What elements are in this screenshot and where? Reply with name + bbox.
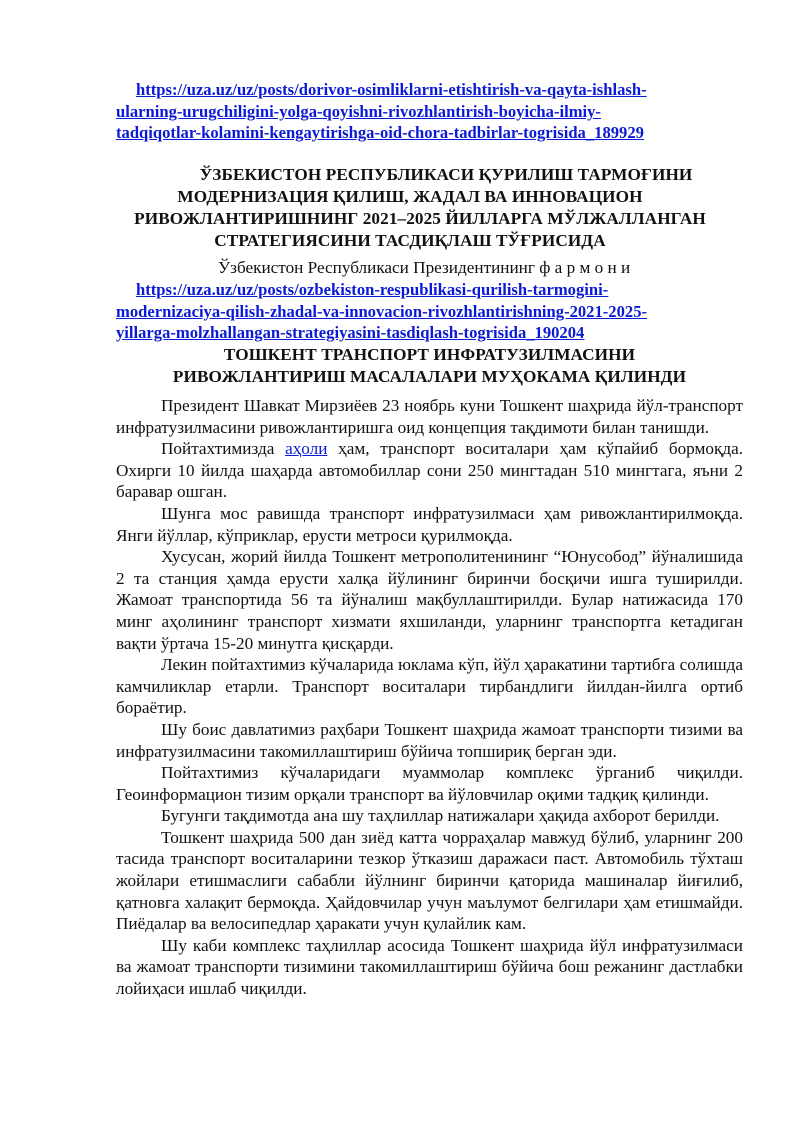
population-link[interactable]: аҳоли	[285, 439, 328, 459]
decree-title-line-4: СТРАТЕГИЯСИНИ ТАСДИҚЛАШ ТЎҒРИСИДА	[214, 231, 606, 250]
paragraph-4: Хусусан, жорий йилда Тошкент метрополитенининг “Юнусобод” йўналишида 2 та станция ҳамда ерусти халқа йўлининг биринчи босқичи ишга туширилди. Жамоат транспортида 56 та йўналиш мақбуллаштирилди. Булар натижасида 170 минг аҳолининг транспорт хизмати яхшиланди, уларнинг транспортга кетадиган вақти ўртача 15-20 минутга қисқарди.	[116, 547, 743, 653]
source-link-1-line-3[interactable]	[116, 122, 644, 144]
source-link-1-anchor-3[interactable]: tadqiqotlar-kolamini-kengaytirishga-oid-chora-tadbirlar-togrisida_189929	[116, 123, 644, 142]
paragraph-9: Тошкент шаҳрида 500 дан зиёд катта чорраҳалар мавжуд бўлиб, уларнинг 200 тасида транспорт воситаларини тезкор ўтказиш даражаси паст. Автомобиль тўхташ жойлари етишмаслиги сабабли йўлнинг биринчи қаторида машиналар йиғилиб, қатновга халақит бермоқда. Ҳайдовчилар учун маълумот белгилари ҳам етишмайди. Пиёдалар ва велосипедлар ҳаракати учун қулайлик кам.	[116, 827, 743, 934]
paragraph-8: Бугунги тақдимотда ана шу таҳлиллар натижалари ҳақида ахборот берилди.	[161, 806, 720, 826]
decree-title-line-3: РИВОЖЛАНТИРИШНИНГ 2021–2025 ЙИЛЛАРГА МЎЛЖАЛЛАНГАН	[134, 209, 706, 228]
paragraph-6: Шу боис давлатимиз раҳбари Тошкент шаҳрида жамоат транспорти тизими ва инфратузилмасини такомиллаштириш бўйича топшириқ берган эди.	[116, 719, 743, 761]
article-title-line-2: РИВОЖЛАНТИРИШ МАСАЛАЛАРИ МУҲОКАМА ҚИЛИНДИ	[172, 367, 687, 386]
source-link-1-anchor-1[interactable]: https://uza.uz/uz/posts/dorivor-osimliklarni-etishtirish-va-qayta-ishlash-	[136, 80, 647, 99]
source-link-2-anchor-3[interactable]: yillarga-molzhallangan-strategiyasini-tasdiqlash-togrisida_190204	[116, 323, 585, 342]
paragraph-2-end: ҳам, транспорт воситалари ҳам кўпайиб бормоқда. Охирги 10 йилда шаҳарда автомобиллар сони 250 мингтадан 510 мингтага, яъни 2 баравар ошган.	[116, 439, 743, 502]
paragraph-1: Президент Шавкат Мирзиёев 23 ноябрь куни Тошкент шаҳрида йўл-транспорт инфратузилмасини ривожлантиришга оид концепция тақдимоти билан танишди.	[116, 396, 743, 437]
source-link-2-line-1[interactable]	[136, 279, 608, 301]
source-link-1-anchor-2[interactable]: ularning-urugchiligini-yolga-qoyishni-rivozhlantirish-boyicha-ilmiy-	[116, 102, 601, 121]
source-link-2-line-2[interactable]	[116, 301, 647, 323]
paragraph-3: Шунга мос равишда транспорт инфратузилмаси ҳам ривожлантирилмоқда. Янги йўллар, кўприклар, ерусти метроси қурилмоқда.	[116, 503, 743, 545]
source-link-1-line-2[interactable]	[116, 101, 601, 123]
source-link-2-anchor-1[interactable]: https://uza.uz/uz/posts/ozbekiston-respublikasi-qurilish-tarmogini-	[136, 280, 609, 299]
paragraph-2-start: Пойтахтимизда	[161, 439, 286, 459]
source-link-2-line-3[interactable]	[116, 322, 584, 344]
decree-subtitle: Ўзбекистон Республикаси Президентининг ф а р м о н и	[218, 258, 631, 277]
source-link-2-anchor-2[interactable]: modernizaciya-qilish-zhadal-va-innovacion-rivozhlantirishning-2021-2025-	[116, 302, 648, 321]
article-title-line-1: ТОШКЕНТ ТРАНСПОРТ ИНФРАТУЗИЛМАСИНИ	[223, 345, 636, 364]
article-body	[116, 395, 743, 1000]
paragraph-2	[116, 438, 743, 503]
source-link-1-line-1[interactable]	[136, 79, 647, 101]
decree-title-line-1: ЎЗБЕКИСТОН РЕСПУБЛИКАСИ ҚУРИЛИШ ТАРМОҒИНИ	[199, 165, 693, 184]
paragraph-5: Лекин пойтахтимиз кўчаларида юклама кўп, йўл ҳаракатини тартибга солишда камчиликлар етарли. Транспорт воситалари тирбандлиги йилдан-йилга ортиб бораётир.	[116, 655, 743, 718]
paragraph-7: Пойтахтимиз кўчаларидаги муаммолар комплекс ўрганиб чиқилди. Геоинформацион тизим орқали транспорт ва йўловчилар оқими тадқиқ қилинди.	[116, 763, 743, 804]
paragraph-10: Шу каби комплекс таҳлиллар асосида Тошкент шаҳрида йўл инфратузилмаси ва жамоат транспорти тизимини такомиллаштириш бўйича бош режанинг дастлабки лойиҳаси ишлаб чиқилди.	[116, 935, 743, 999]
decree-title-line-2: МОДЕРНИЗАЦИЯ ҚИЛИШ, ЖАДАЛ ВА ИННОВАЦИОН	[177, 187, 643, 206]
